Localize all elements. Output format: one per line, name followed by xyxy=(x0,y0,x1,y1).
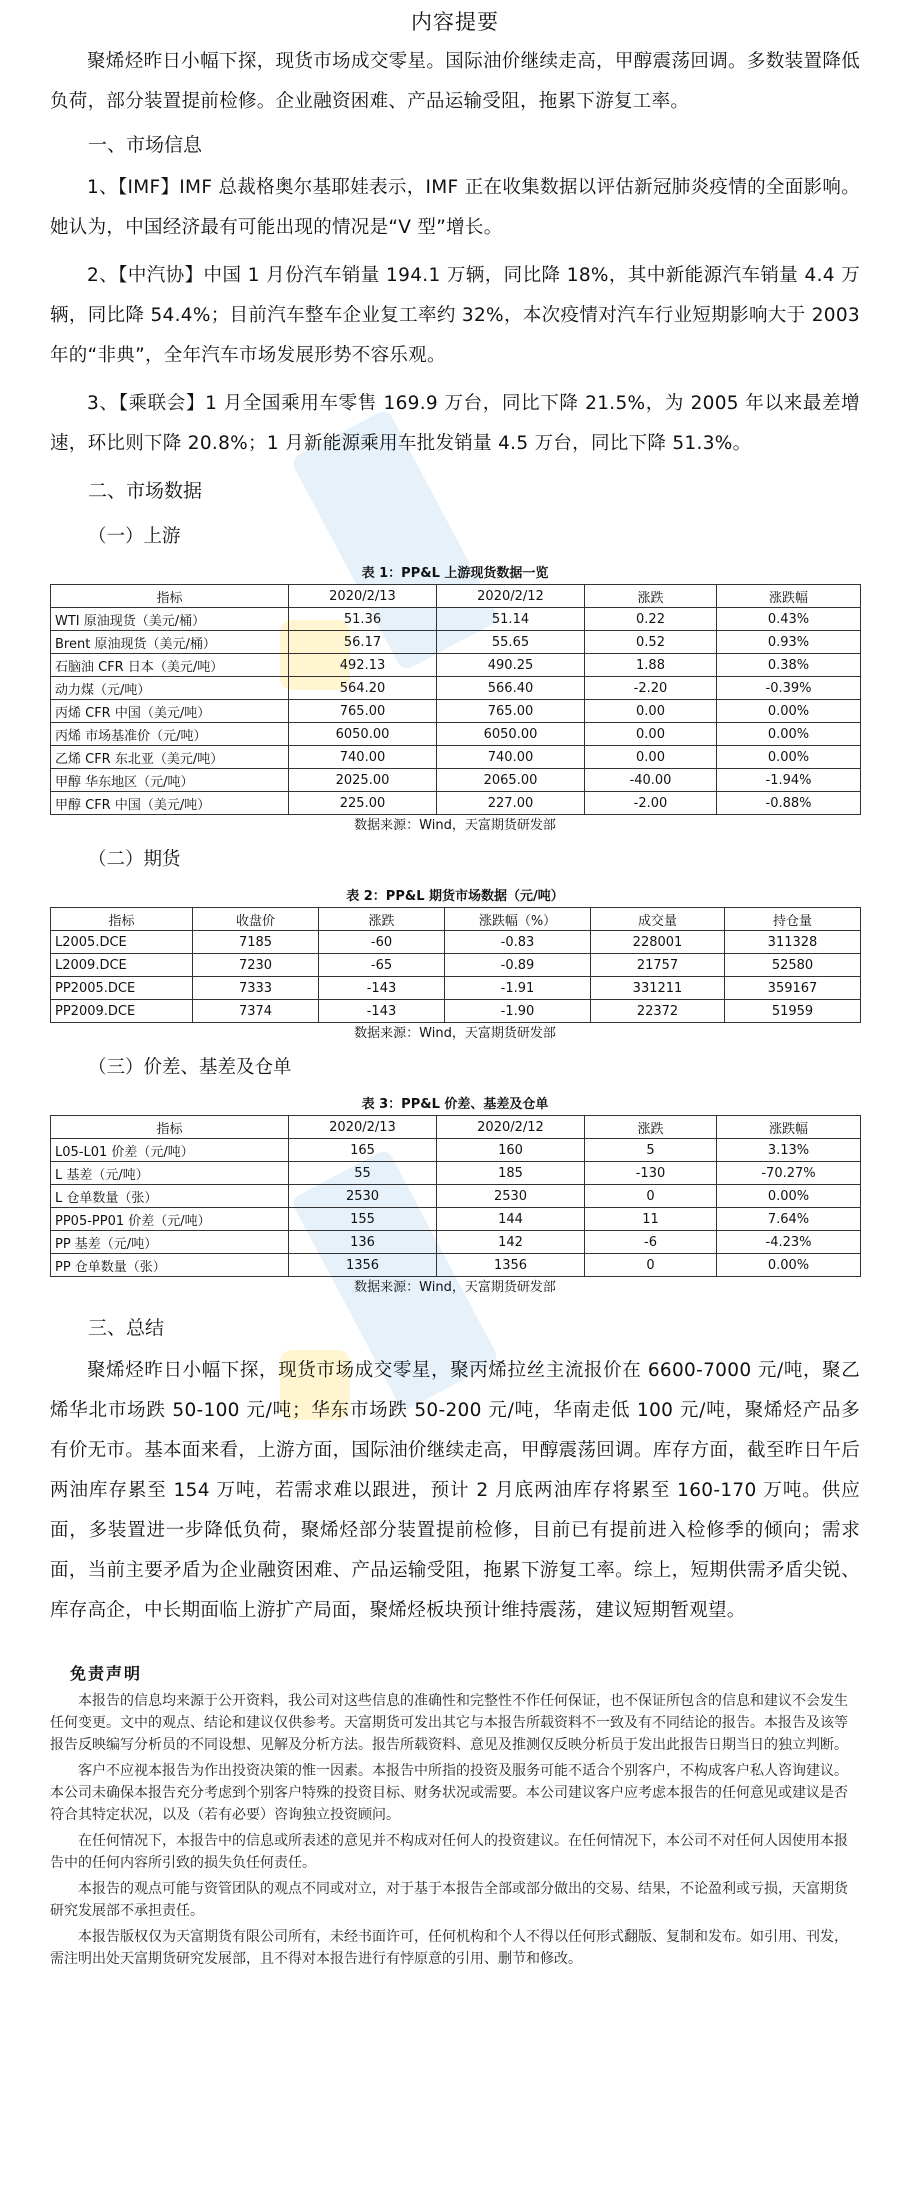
value-cell: 3.13% xyxy=(717,1139,861,1162)
table-row xyxy=(51,954,861,977)
data-source-note: 数据来源：Wind，天富期货研发部 xyxy=(354,818,556,833)
value-cell: 2530 xyxy=(437,1185,585,1208)
column-header: 2020/2/13 xyxy=(289,585,437,608)
value-cell: 2065.00 xyxy=(437,769,585,792)
value-cell: 0.00% xyxy=(717,723,861,746)
value-cell: -60 xyxy=(319,931,445,954)
table-row xyxy=(51,769,861,792)
row-label-cell: L 基差（元/吨） xyxy=(51,1162,289,1185)
subsection-heading-upstream: （一）上游 xyxy=(88,526,181,547)
table-title: 表 1：PP&L 上游现货数据一览 xyxy=(361,566,549,581)
row-label-cell: PP2005.DCE xyxy=(51,977,193,1000)
column-header: 指标 xyxy=(51,1116,289,1139)
table-row xyxy=(51,1139,861,1162)
value-cell: 228001 xyxy=(591,931,725,954)
row-label-cell: PP05-PP01 价差（元/吨） xyxy=(51,1208,289,1231)
value-cell: 1.88 xyxy=(585,654,717,677)
report-content xyxy=(50,0,860,1974)
value-cell: -0.83 xyxy=(445,931,591,954)
row-label-cell: PP 仓单数量（张） xyxy=(51,1254,289,1277)
row-label-cell: 甲醇 CFR 中国（美元/吨） xyxy=(51,792,289,815)
value-cell: 185 xyxy=(437,1162,585,1185)
value-cell: 0 xyxy=(585,1185,717,1208)
market-info-item: 3、【乘联会】1 月全国乘用车零售 169.9 万台，同比下降 21.5%，为 2005 年以来最差增速，环比则下降 20.8%；1 月新能源乘用车批发销量 4.5 万台，同比下降 51.3%。 xyxy=(50,393,860,454)
row-label-cell: 丙烯 市场基准价（元/吨） xyxy=(51,723,289,746)
value-cell: 56.17 xyxy=(289,631,437,654)
value-cell: 51959 xyxy=(725,1000,861,1023)
value-cell: 7230 xyxy=(193,954,319,977)
spread-table xyxy=(50,1115,861,1277)
row-label-cell: 乙烯 CFR 东北亚（美元/吨） xyxy=(51,746,289,769)
row-label-cell: 甲醇 华东地区（元/吨） xyxy=(51,769,289,792)
value-cell: 740.00 xyxy=(437,746,585,769)
conclusion-paragraph: 聚烯烃昨日小幅下探，现货市场成交零星，聚丙烯拉丝主流报价在 6600-7000 元/吨，聚乙烯华北市场跌 50-100 元/吨；华东市场跌 50-200 元/吨，华南走低 100 元/吨，聚烯烃产品多有价无市。基本面来看，上游方面，国际油价继续走高，甲醇震荡回调。库存方面，截至昨日午后两油库存累至 154 万吨，若需求难以跟进，预计 2 月底两油库存将累至 160-170 万吨。供应面，多装置进一步降低负荷，聚烯烃部分装置提前检修，目前已有提前进入检修季的倾向；需求面，当前主要矛盾为企业融资困难、产品运输受阻，拖累下游复工率。综上，短期供需矛盾尖锐、库存高企，中长期面临上游扩产局面，聚烯烃板块预计维持震荡，建议短期暂观望。 xyxy=(50,1360,860,1621)
row-label-cell: L05-L01 价差（元/吨） xyxy=(51,1139,289,1162)
table-row xyxy=(51,723,861,746)
value-cell: 0.00% xyxy=(717,1185,861,1208)
page-title: 内容提要 xyxy=(411,10,499,34)
value-cell: 21757 xyxy=(591,954,725,977)
value-cell: 52580 xyxy=(725,954,861,977)
section-heading-summary: 三、总结 xyxy=(88,1317,165,1339)
table-title: 表 2：PP&L 期货市场数据（元/吨） xyxy=(346,889,564,904)
value-cell: 1356 xyxy=(437,1254,585,1277)
value-cell: 142 xyxy=(437,1231,585,1254)
value-cell: 0.00 xyxy=(585,700,717,723)
data-source-note: 数据来源：Wind，天富期货研发部 xyxy=(354,1280,556,1295)
column-header: 涨跌幅（%） xyxy=(445,908,591,931)
column-header: 2020/2/12 xyxy=(437,585,585,608)
value-cell: 6050.00 xyxy=(289,723,437,746)
disclaimer-paragraph: 客户不应视本报告为作出投资决策的惟一因素。本报告中所指的投资及服务可能不适合个别客户，不构成客户私人咨询建议。本公司未确保本报告充分考虑到个别客户特殊的投资目标、财务状况或需要。本公司建议客户应考虑本报告的任何意见或建议是否符合其特定状况，以及（若有必要）咨询独立投资顾问。 xyxy=(50,1763,848,1823)
disclaimer-paragraph: 本报告的信息均来源于公开资料，我公司对这些信息的准确性和完整性不作任何保证，也不保证所包含的信息和建议不会发生任何变更。文中的观点、结论和建议仅供参考。天富期货可发出其它与本报告所载资料不一致及有不同结论的报告。本报告及该等报告反映编写分析员的不同设想、见解及分析方法。报告所载资料、意见及推测仅反映分析员于发出此报告日期当日的独立判断。 xyxy=(50,1693,848,1753)
row-label-cell: L2009.DCE xyxy=(51,954,193,977)
column-header: 涨跌 xyxy=(319,908,445,931)
value-cell: 165 xyxy=(289,1139,437,1162)
table-header-row xyxy=(51,908,861,931)
value-cell: 359167 xyxy=(725,977,861,1000)
value-cell: 2025.00 xyxy=(289,769,437,792)
table-header-row xyxy=(51,585,861,608)
value-cell: 227.00 xyxy=(437,792,585,815)
value-cell: -6 xyxy=(585,1231,717,1254)
value-cell: 7185 xyxy=(193,931,319,954)
value-cell: 144 xyxy=(437,1208,585,1231)
table-row xyxy=(51,931,861,954)
value-cell: -0.39% xyxy=(717,677,861,700)
value-cell: -1.91 xyxy=(445,977,591,1000)
value-cell: -2.00 xyxy=(585,792,717,815)
row-label-cell: L 仓单数量（张） xyxy=(51,1185,289,1208)
futures-table-body xyxy=(51,931,861,1023)
futures-table xyxy=(50,907,861,1023)
spread-table-body xyxy=(51,1139,861,1277)
value-cell: 0.00% xyxy=(717,746,861,769)
column-header: 指标 xyxy=(51,585,289,608)
value-cell: 6050.00 xyxy=(437,723,585,746)
disclaimer-paragraph: 本报告的观点可能与资管团队的观点不同或对立，对于基于本报告全部或部分做出的交易、结果，不论盈利或亏损，天富期货研究发展部不承担责任。 xyxy=(50,1881,848,1919)
row-label-cell: 石脑油 CFR 日本（美元/吨） xyxy=(51,654,289,677)
column-header: 成交量 xyxy=(591,908,725,931)
value-cell: 0.93% xyxy=(717,631,861,654)
column-header: 涨跌幅 xyxy=(717,585,861,608)
market-info-item: 2、【中汽协】中国 1 月份汽车销量 194.1 万辆，同比降 18%，其中新能源汽车销量 4.4 万辆，同比降 54.4%；目前汽车整车企业复工率约 32%，本次疫情对汽车行业短期影响大于 2003 年的“非典”，全年汽车市场发展形势不容乐观。 xyxy=(50,265,860,366)
value-cell: 0.00% xyxy=(717,700,861,723)
summary-paragraph: 聚烯烃昨日小幅下探，现货市场成交零星。国际油价继续走高，甲醇震荡回调。多数装置降低负荷，部分装置提前检修。企业融资困难、产品运输受阻，拖累下游复工率。 xyxy=(50,51,860,112)
table-row xyxy=(51,1231,861,1254)
data-source-note: 数据来源：Wind，天富期货研发部 xyxy=(354,1026,556,1041)
value-cell: 1356 xyxy=(289,1254,437,1277)
value-cell: 225.00 xyxy=(289,792,437,815)
value-cell: 0.00 xyxy=(585,723,717,746)
disclaimer-paragraph: 在任何情况下，本报告中的信息或所表述的意见并不构成对任何人的投资建议。在任何情况下，本公司不对任何人因使用本报告中的任何内容所引致的损失负任何责任。 xyxy=(50,1833,848,1871)
row-label-cell: 动力煤（元/吨） xyxy=(51,677,289,700)
column-header: 涨跌 xyxy=(585,1116,717,1139)
value-cell: 765.00 xyxy=(289,700,437,723)
column-header: 指标 xyxy=(51,908,193,931)
column-header: 涨跌幅 xyxy=(717,1116,861,1139)
value-cell: -0.89 xyxy=(445,954,591,977)
value-cell: 0.43% xyxy=(717,608,861,631)
disclaimer-paragraph: 本报告版权仅为天富期货有限公司所有，未经书面许可，任何机构和个人不得以任何形式翻版、复制和发布。如引用、刊发，需注明出处天富期货研究发展部，且不得对本报告进行有悖原意的引用、删节和修改。 xyxy=(50,1929,848,1967)
table-row xyxy=(51,977,861,1000)
value-cell: -2.20 xyxy=(585,677,717,700)
value-cell: 7333 xyxy=(193,977,319,1000)
value-cell: 0.00 xyxy=(585,746,717,769)
value-cell: 2530 xyxy=(289,1185,437,1208)
table-row xyxy=(51,1208,861,1231)
table-row xyxy=(51,1162,861,1185)
row-label-cell: PP 基差（元/吨） xyxy=(51,1231,289,1254)
table-row xyxy=(51,677,861,700)
value-cell: -1.94% xyxy=(717,769,861,792)
disclaimer xyxy=(50,1661,860,1970)
value-cell: 740.00 xyxy=(289,746,437,769)
value-cell: -0.88% xyxy=(717,792,861,815)
value-cell: 7.64% xyxy=(717,1208,861,1231)
row-label-cell: 丙烯 CFR 中国（美元/吨） xyxy=(51,700,289,723)
table-row xyxy=(51,631,861,654)
value-cell: -40.00 xyxy=(585,769,717,792)
value-cell: 51.36 xyxy=(289,608,437,631)
column-header: 收盘价 xyxy=(193,908,319,931)
table-row xyxy=(51,792,861,815)
value-cell: 311328 xyxy=(725,931,861,954)
column-header: 持仓量 xyxy=(725,908,861,931)
value-cell: 0.38% xyxy=(717,654,861,677)
value-cell: 765.00 xyxy=(437,700,585,723)
value-cell: 0 xyxy=(585,1254,717,1277)
table-row xyxy=(51,746,861,769)
upstream-table-body xyxy=(51,608,861,815)
value-cell: 5 xyxy=(585,1139,717,1162)
value-cell: -70.27% xyxy=(717,1162,861,1185)
table-title: 表 3：PP&L 价差、基差及仓单 xyxy=(361,1097,549,1112)
value-cell: 331211 xyxy=(591,977,725,1000)
column-header: 2020/2/12 xyxy=(437,1116,585,1139)
value-cell: -4.23% xyxy=(717,1231,861,1254)
value-cell: -1.90 xyxy=(445,1000,591,1023)
value-cell: -143 xyxy=(319,1000,445,1023)
table-row xyxy=(51,1000,861,1023)
row-label-cell: WTI 原油现货（美元/桶） xyxy=(51,608,289,631)
row-label-cell: L2005.DCE xyxy=(51,931,193,954)
table-row xyxy=(51,1254,861,1277)
value-cell: 7374 xyxy=(193,1000,319,1023)
table-header-row xyxy=(51,1116,861,1139)
value-cell: 22372 xyxy=(591,1000,725,1023)
value-cell: 490.25 xyxy=(437,654,585,677)
column-header: 2020/2/13 xyxy=(289,1116,437,1139)
value-cell: 136 xyxy=(289,1231,437,1254)
value-cell: 0.22 xyxy=(585,608,717,631)
value-cell: 55.65 xyxy=(437,631,585,654)
value-cell: 11 xyxy=(585,1208,717,1231)
column-header: 涨跌 xyxy=(585,585,717,608)
value-cell: 492.13 xyxy=(289,654,437,677)
table-row xyxy=(51,608,861,631)
value-cell: -65 xyxy=(319,954,445,977)
disclaimer-title: 免责声明 xyxy=(70,1664,143,1683)
value-cell: 0.00% xyxy=(717,1254,861,1277)
subsection-heading-futures: （二）期货 xyxy=(88,849,181,870)
value-cell: 0.52 xyxy=(585,631,717,654)
row-label-cell: Brent 原油现货（美元/桶） xyxy=(51,631,289,654)
table-row xyxy=(51,654,861,677)
row-label-cell: PP2009.DCE xyxy=(51,1000,193,1023)
value-cell: 564.20 xyxy=(289,677,437,700)
value-cell: 55 xyxy=(289,1162,437,1185)
upstream-table xyxy=(50,584,861,815)
section-heading-market-info: 一、市场信息 xyxy=(88,134,203,156)
table-row xyxy=(51,1185,861,1208)
value-cell: 51.14 xyxy=(437,608,585,631)
value-cell: 566.40 xyxy=(437,677,585,700)
value-cell: -130 xyxy=(585,1162,717,1185)
value-cell: 155 xyxy=(289,1208,437,1231)
table-row xyxy=(51,700,861,723)
market-info-item: 1、【IMF】IMF 总裁格奥尔基耶娃表示，IMF 正在收集数据以评估新冠肺炎疫情的全面影响。她认为，中国经济最有可能出现的情况是“V 型”增长。 xyxy=(50,177,860,238)
value-cell: -143 xyxy=(319,977,445,1000)
subsection-heading-spread: （三）价差、基差及仓单 xyxy=(88,1057,292,1078)
section-heading-market-data: 二、市场数据 xyxy=(88,480,203,502)
value-cell: 160 xyxy=(437,1139,585,1162)
